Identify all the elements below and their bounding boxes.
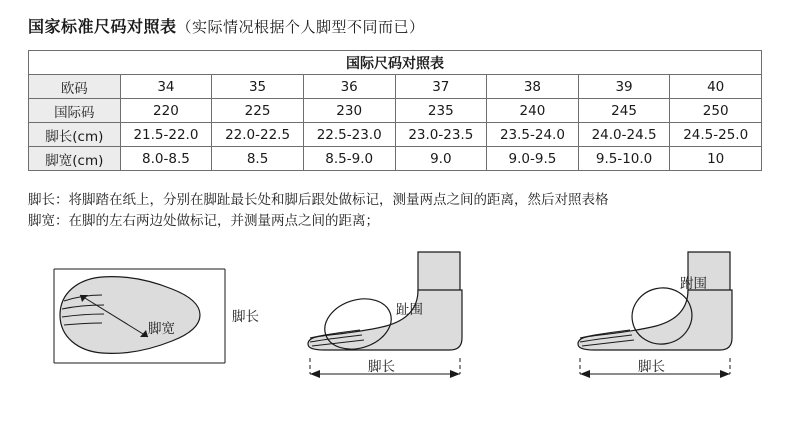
cell-intl-0: 220	[120, 99, 212, 123]
figure-side-view-toe-girth	[300, 250, 510, 390]
table-row	[29, 147, 762, 171]
table-caption: 国际尺码对照表	[29, 51, 762, 75]
length-arrow-head-left	[310, 370, 320, 378]
size-chart-table	[28, 50, 762, 171]
figure-top-view-foot	[40, 245, 270, 385]
cell-length-1: 22.0-22.5	[212, 123, 304, 147]
label-foot-length-1: 脚长	[232, 309, 259, 325]
cell-length-4: 23.5-24.0	[487, 123, 579, 147]
cell-intl-5: 245	[578, 99, 670, 123]
label-foot-length-3: 脚长	[638, 359, 665, 375]
label-instep-girth: 跗围	[680, 276, 707, 292]
length-arrow-head-right	[720, 370, 730, 378]
cell-eu-4: 38	[487, 75, 579, 99]
label-toe-girth: 趾围	[396, 302, 423, 318]
measurement-notes	[28, 190, 609, 232]
cell-width-5: 9.5-10.0	[578, 147, 670, 171]
note-foot-length: 脚长：将脚踏在纸上，分别在脚趾最长处和脚后跟处做标记，测量两点之间的距离，然后对照表格	[28, 192, 609, 208]
length-arrow-head-right	[450, 370, 460, 378]
cell-width-0: 8.0-8.5	[120, 147, 212, 171]
row-label-intl: 国际码	[29, 99, 121, 123]
cell-length-5: 24.0-24.5	[578, 123, 670, 147]
table-row	[29, 123, 762, 147]
cell-width-6: 10	[670, 147, 762, 171]
cell-eu-5: 39	[578, 75, 670, 99]
page-title-main: 国家标准尺码对照表	[28, 17, 177, 36]
cell-eu-3: 37	[395, 75, 487, 99]
row-label-eu: 欧码	[29, 75, 121, 99]
cell-width-3: 9.0	[395, 147, 487, 171]
label-foot-width: 脚宽	[148, 321, 175, 337]
label-foot-length-2: 脚长	[368, 359, 395, 375]
table-row	[29, 75, 762, 99]
page-title-sub: （实际情况根据个人脚型不同而已）	[176, 18, 425, 36]
figure-side-view-instep-girth	[570, 250, 780, 390]
cell-eu-0: 34	[120, 75, 212, 99]
cell-length-0: 21.5-22.0	[120, 123, 212, 147]
cell-length-6: 24.5-25.0	[670, 123, 762, 147]
cell-intl-1: 225	[212, 99, 304, 123]
row-label-foot-width: 脚宽(cm)	[29, 147, 121, 171]
foot-shape-side	[578, 290, 732, 350]
note-foot-width: 脚宽：在脚的左右两边处做标记，并测量两点之间的距离；	[28, 213, 379, 229]
figure-group	[0, 245, 790, 405]
row-label-foot-length: 脚长(cm)	[29, 123, 121, 147]
table-row	[29, 99, 762, 123]
cell-eu-1: 35	[212, 75, 304, 99]
cell-width-4: 9.0-9.5	[487, 147, 579, 171]
cell-intl-2: 230	[303, 99, 395, 123]
cell-eu-2: 36	[303, 75, 395, 99]
cell-length-3: 23.0-23.5	[395, 123, 487, 147]
page-title	[28, 14, 425, 37]
cell-width-1: 8.5	[212, 147, 304, 171]
cell-intl-3: 235	[395, 99, 487, 123]
cell-intl-4: 240	[487, 99, 579, 123]
length-arrow-head-left	[580, 370, 590, 378]
cell-intl-6: 250	[670, 99, 762, 123]
cell-eu-6: 40	[670, 75, 762, 99]
cell-width-2: 8.5-9.0	[303, 147, 395, 171]
cell-length-2: 22.5-23.0	[303, 123, 395, 147]
table-caption-row	[29, 51, 762, 75]
foot-shape-side	[308, 290, 462, 350]
